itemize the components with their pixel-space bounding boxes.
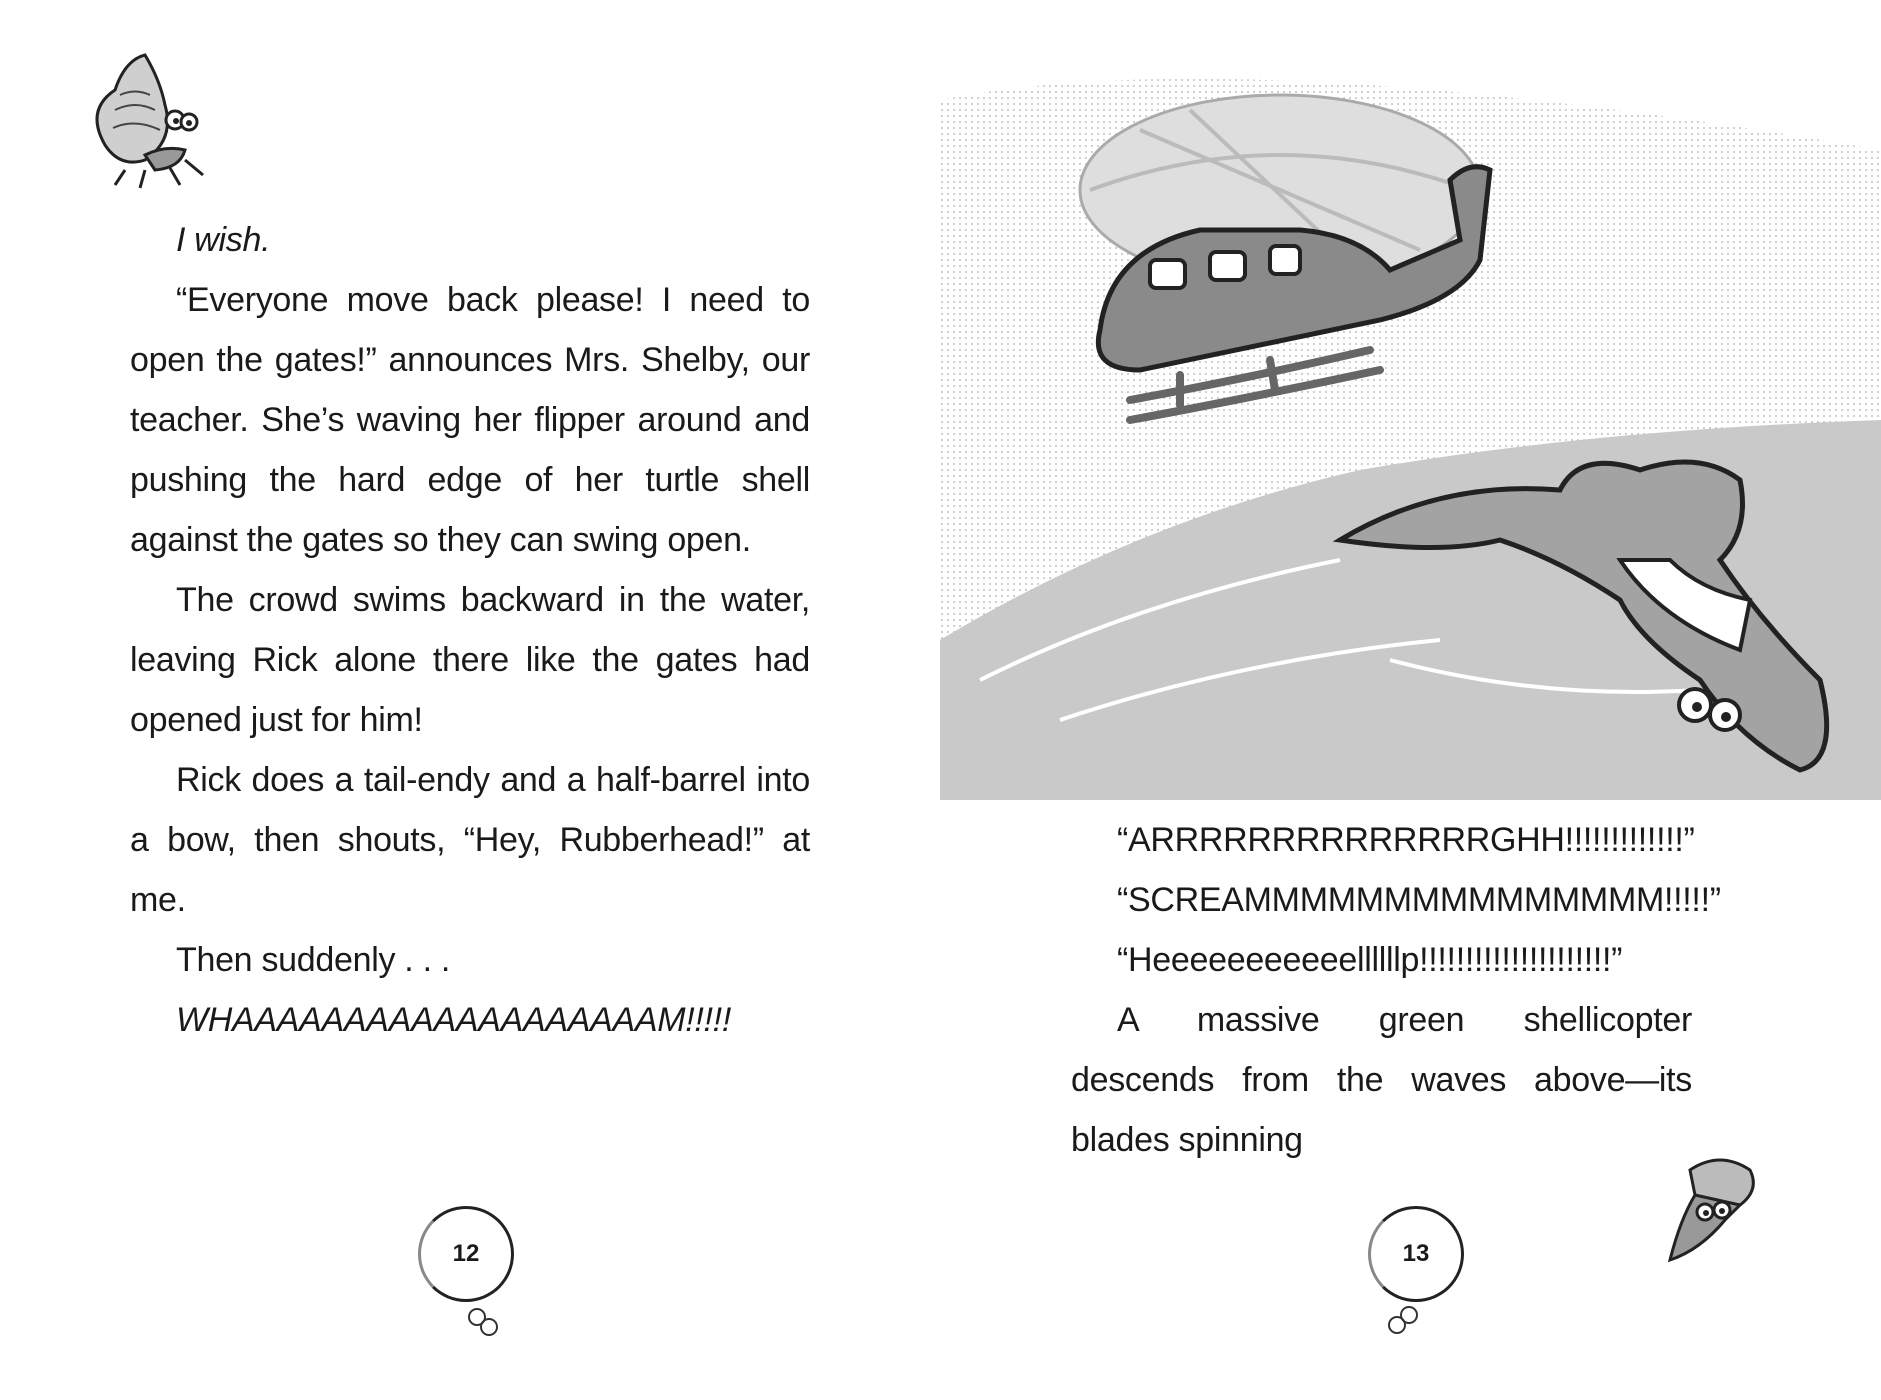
- paragraph: I wish.: [176, 221, 271, 259]
- exclamation-line: “Heeeeeeeeeeellllllp!!!!!!!!!!!!!!!!!!!!!”: [1117, 941, 1623, 979]
- right-page: [940, 0, 1881, 1400]
- page-number: 12: [418, 1206, 514, 1302]
- hermit-crab-illustration: [85, 50, 210, 190]
- bubble-icon: [1400, 1306, 1418, 1324]
- paragraph: The crowd swims backward in the water, leaving Rick alone there like the gates had opened just for him!: [130, 581, 810, 739]
- paragraph: Rick does a tail-endy and a half-barrel into a bow, then shouts, “Hey, Rubberhead!” at me.: [130, 761, 810, 919]
- paragraph: “Everyone move back please! I need to open the gates!” announces Mrs. Shelby, our teacher. She’s waving her flipper around and pushing the hard edge of her turtle shell against the gates so they can swing open.: [130, 281, 810, 559]
- bubble-icon: [480, 1318, 498, 1336]
- paragraph: Then suddenly . . .: [176, 941, 451, 979]
- squid-illustration: [1650, 1150, 1770, 1270]
- paragraph: WHAAAAAAAAAAAAAAAAAAAM!!!!!: [176, 1001, 731, 1039]
- left-page: [0, 0, 940, 1400]
- right-page-text: [1071, 810, 1721, 1170]
- left-page-text: [130, 210, 810, 1050]
- paragraph: A massive green shellicopter descends from the waves above—its blades spinning: [1071, 1001, 1692, 1159]
- exclamation-line: “SCREAMMMMMMMMMMMMMMM!!!!!”: [1117, 881, 1721, 919]
- exclamation-line: “ARRRRRRRRRRRRRRGHH!!!!!!!!!!!!!”: [1117, 821, 1695, 859]
- page-number: 13: [1368, 1206, 1464, 1302]
- shellicopter-scene-illustration: [940, 0, 1881, 800]
